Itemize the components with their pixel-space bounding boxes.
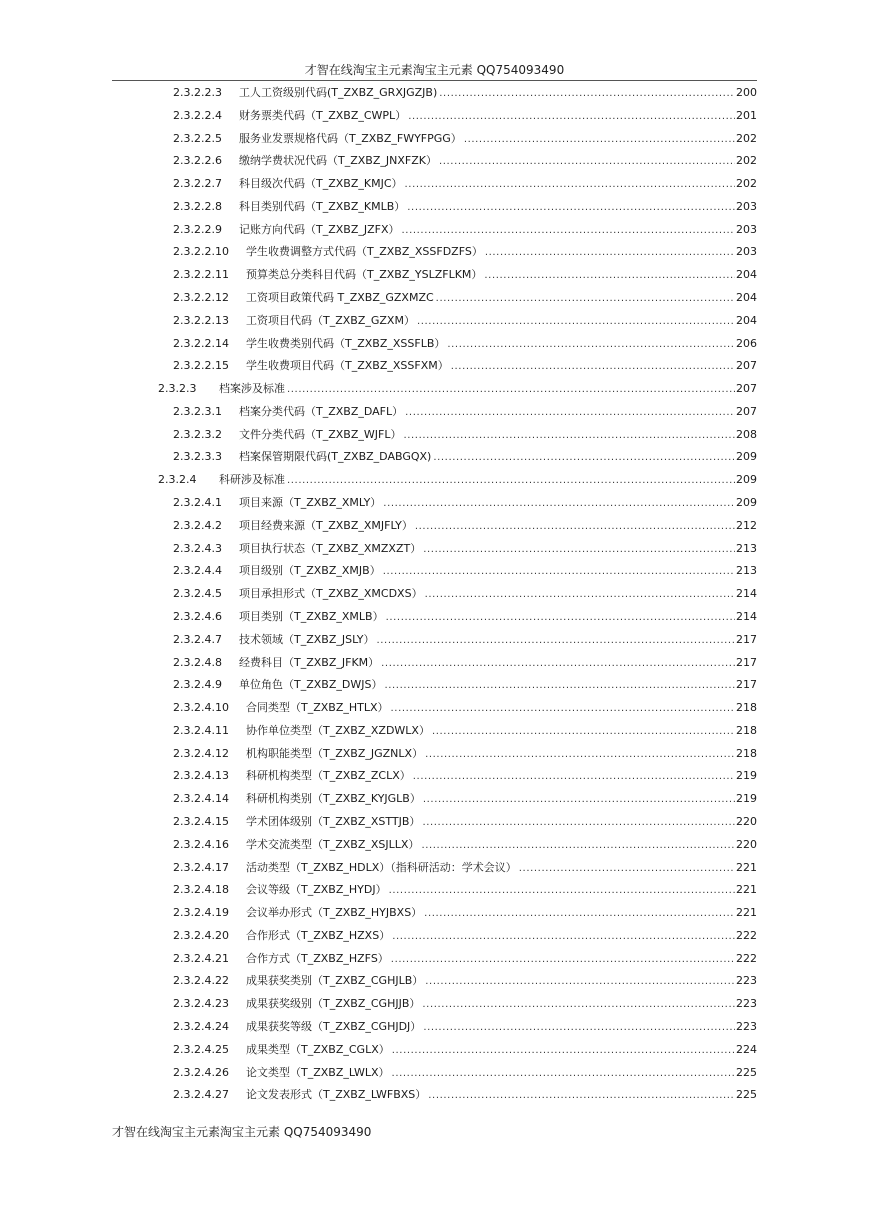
toc-entry[interactable] — [0, 653, 869, 673]
toc-entry-number: 2.3.2.4.2 — [173, 518, 222, 532]
toc-entry-number: 2.3.2.4.18 — [173, 883, 229, 897]
toc-entry-title: 科研机构类别（T_ZXBZ_KYJGLB） — [246, 792, 421, 806]
toc-entry-title: 记账方向代码（T_ZXBZ_JZFX） — [239, 222, 400, 236]
toc-entry-title: 工人工资级别代码(T_ZXBZ_GRXJGZJB) — [239, 86, 438, 99]
toc-dot-leader — [407, 198, 735, 218]
toc-entry-number: 2.3.2.3.3 — [173, 450, 222, 464]
toc-dot-leader — [405, 175, 735, 195]
toc-entry-title: 学生收费项目代码（T_ZXBZ_XSSFXM） — [246, 359, 449, 373]
toc-entry-page-number: 202 — [736, 131, 757, 145]
toc-dot-leader — [433, 448, 735, 468]
toc-entry-page-number: 201 — [736, 108, 757, 122]
toc-entry-page-number: 221 — [736, 906, 757, 920]
toc-entry-line — [246, 971, 757, 992]
toc-entry-line — [246, 949, 757, 970]
toc-entry-line — [239, 584, 757, 605]
toc-entry-title: 科研涉及标准 — [219, 473, 285, 487]
toc-entry-number: 2.3.2.4.13 — [173, 769, 229, 783]
toc-entry-line — [239, 174, 757, 195]
toc-entry[interactable] — [0, 789, 869, 809]
toc-entry[interactable] — [0, 539, 869, 559]
toc-entry-number: 2.3.2.4.23 — [173, 997, 229, 1011]
toc-entry[interactable] — [0, 630, 869, 650]
toc-entry-page-number: 203 — [736, 245, 757, 259]
toc-entry-title: 会议等级（T_ZXBZ_HYDJ） — [246, 883, 387, 897]
toc-entry-page-number: 219 — [736, 792, 757, 806]
toc-entry-title: 项目级别（T_ZXBZ_XMJB） — [239, 564, 381, 578]
toc-entry[interactable] — [0, 766, 869, 786]
toc-entry-title: 项目经费来源（T_ZXBZ_XMJFLY） — [239, 518, 413, 532]
toc-entry-title: 文件分类代码（T_ZXBZ_WJFL） — [239, 427, 402, 441]
page-footer: 才智在线淘宝主元素淘宝主元素 QQ754093490 — [112, 1125, 372, 1139]
toc-entry-title: 项目承担形式（T_ZXBZ_XMCDXS） — [239, 587, 423, 601]
toc-dot-leader — [424, 904, 735, 924]
toc-entry-number: 2.3.2.4 — [158, 473, 197, 487]
toc-entry-number: 2.3.2.4.17 — [173, 860, 229, 874]
toc-entry-line — [246, 1040, 757, 1061]
toc-dot-leader — [425, 585, 735, 605]
toc-entry-number: 2.3.2.2.9 — [173, 222, 222, 236]
toc-entry-page-number: 206 — [736, 336, 757, 350]
toc-entry-title: 成果获奖级别（T_ZXBZ_CGHJJB） — [246, 997, 421, 1011]
toc-entry-page-number: 222 — [736, 951, 757, 965]
toc-dot-leader — [389, 881, 735, 901]
toc-entry-title: 论文发表形式（T_ZXBZ_LWFBXS） — [246, 1088, 427, 1102]
toc-entry-page-number: 217 — [736, 678, 757, 692]
toc-entry-number: 2.3.2.2.3 — [173, 86, 222, 99]
toc-dot-leader — [383, 494, 735, 514]
toc-entry[interactable] — [0, 1040, 869, 1060]
toc-dot-leader — [287, 380, 735, 400]
toc-entry[interactable] — [0, 584, 869, 604]
toc-entry-line — [239, 675, 757, 696]
toc-entry-page-number: 223 — [736, 997, 757, 1011]
toc-entry[interactable] — [0, 1017, 869, 1037]
toc-entry-page-number: 213 — [736, 564, 757, 578]
toc-dot-leader — [402, 221, 735, 241]
toc-entry[interactable] — [0, 835, 869, 855]
toc-entry-line — [239, 539, 757, 560]
toc-dot-leader — [425, 745, 735, 765]
toc-entry-title: 工资项目代码（T_ZXBZ_GZXM） — [246, 313, 415, 327]
toc-entry-title: 服务业发票规格代码（T_ZXBZ_FWYFPGG） — [239, 131, 462, 145]
toc-entry-page-number: 221 — [736, 883, 757, 897]
toc-entry[interactable] — [0, 516, 869, 536]
toc-entry[interactable] — [0, 356, 869, 376]
toc-entry[interactable] — [0, 675, 869, 695]
toc-dot-leader — [422, 813, 735, 833]
toc-dot-leader — [413, 767, 735, 787]
toc-entry[interactable] — [0, 607, 869, 627]
toc-entry-number: 2.3.2.2.15 — [173, 359, 229, 373]
toc-entry-title: 论文类型（T_ZXBZ_LWLX） — [246, 1065, 390, 1079]
toc-entry-title: 合作形式（T_ZXBZ_HZXS） — [246, 928, 391, 942]
toc-entry-title: 成果获奖等级（T_ZXBZ_CGHJDJ） — [246, 1019, 422, 1033]
toc-entry-title: 项目执行状态（T_ZXBZ_XMZXZT） — [239, 541, 422, 555]
toc-entry-line — [246, 744, 757, 765]
toc-dot-leader — [384, 676, 735, 696]
toc-entry-title: 成果类型（T_ZXBZ_CGLX） — [246, 1042, 390, 1056]
toc-entry-title: 档案涉及标准 — [219, 382, 285, 396]
toc-dot-leader — [392, 1064, 735, 1084]
toc-entry-title: 科目类别代码（T_ZXBZ_KMLB） — [239, 199, 406, 213]
toc-entry[interactable] — [0, 265, 869, 285]
toc-entry[interactable] — [0, 812, 869, 832]
toc-entry-page-number: 225 — [736, 1088, 757, 1102]
toc-dot-leader — [421, 836, 735, 856]
toc-entry-number: 2.3.2.4.26 — [173, 1065, 229, 1079]
toc-entry-line — [246, 698, 757, 719]
toc-entry-page-number: 212 — [736, 518, 757, 532]
toc-entry[interactable] — [0, 129, 869, 149]
toc-entry-page-number: 223 — [736, 974, 757, 988]
page-header: 才智在线淘宝主元素淘宝主元素 QQ754093490 — [304, 63, 565, 77]
toc-entry-title: 学术交流类型（T_ZXBZ_XSJLLX） — [246, 837, 420, 851]
toc-entry-number: 2.3.2.4.27 — [173, 1088, 229, 1102]
toc-entry-page-number: 203 — [736, 222, 757, 236]
toc-entry-number: 2.3.2.4.14 — [173, 792, 229, 806]
toc-dot-leader — [391, 950, 735, 970]
toc-entry[interactable] — [0, 1085, 869, 1105]
toc-entry[interactable] — [0, 493, 869, 513]
toc-entry-page-number: 207 — [736, 359, 757, 373]
toc-entry-title: 项目来源（T_ZXBZ_XMLY） — [239, 496, 382, 510]
toc-entry-number: 2.3.2.4.21 — [173, 951, 229, 965]
toc-entry-page-number: 220 — [736, 837, 757, 851]
toc-dot-leader — [408, 107, 735, 127]
toc-entry-number: 2.3.2.4.20 — [173, 928, 229, 942]
toc-dot-leader — [439, 152, 735, 172]
toc-dot-leader — [392, 927, 735, 947]
toc-entry-page-number: 204 — [736, 313, 757, 327]
toc-entry-number: 2.3.2.2.13 — [173, 313, 229, 327]
toc-entry[interactable] — [0, 926, 869, 946]
toc-entry-line — [246, 926, 757, 947]
toc-dot-leader — [403, 426, 735, 446]
toc-dot-leader — [405, 403, 735, 423]
toc-entry-number: 2.3.2.4.25 — [173, 1042, 229, 1056]
toc-entry-line — [246, 1085, 757, 1106]
toc-entry-page-number: 214 — [736, 587, 757, 601]
toc-entry-title: 经费科目（T_ZXBZ_JFKM） — [239, 655, 380, 669]
toc-entry-number: 2.3.2.4.16 — [173, 837, 229, 851]
toc-entry-line — [239, 447, 757, 468]
toc-dot-leader — [484, 266, 735, 286]
toc-entry-line — [246, 812, 757, 833]
toc-entry-page-number: 221 — [736, 860, 757, 874]
toc-entry-page-number: 219 — [736, 769, 757, 783]
toc-entry-number: 2.3.2.2.5 — [173, 131, 222, 145]
toc-entry-page-number: 207 — [736, 382, 757, 396]
toc-entry[interactable] — [0, 402, 869, 422]
toc-entry-number: 2.3.2.3.2 — [173, 427, 222, 441]
toc-dot-leader — [415, 517, 735, 537]
toc-entry-line — [239, 653, 757, 674]
toc-entry-number: 2.3.2.4.22 — [173, 974, 229, 988]
toc-entry-title: 单位角色（T_ZXBZ_DWJS） — [239, 678, 383, 692]
toc-entry-number: 2.3.2.4.19 — [173, 906, 229, 920]
toc-entry-line — [246, 265, 757, 286]
toc-entry-line — [246, 835, 757, 856]
toc-entry-title: 技术领域（T_ZXBZ_JSLY） — [239, 632, 375, 646]
toc-dot-leader — [485, 243, 735, 263]
toc-entry-page-number: 204 — [736, 291, 757, 305]
toc-dot-leader — [392, 1041, 735, 1061]
toc-entry-line — [246, 1017, 757, 1038]
toc-entry-line — [246, 766, 757, 787]
toc-dot-leader — [439, 84, 735, 104]
toc-entry[interactable] — [0, 880, 869, 900]
toc-entry-title: 科目级次代码（T_ZXBZ_KMJC） — [239, 177, 403, 191]
toc-entry-line — [246, 288, 757, 309]
toc-entry-line — [239, 425, 757, 446]
toc-entry-title: 活动类型（T_ZXBZ_HDLX）（指科研活动：学术会议） — [246, 860, 517, 874]
toc-entry[interactable] — [0, 242, 869, 262]
toc-entry-title: 缴纳学费状况代码（T_ZXBZ_JNXFZK） — [239, 154, 437, 168]
toc-entry-page-number: 225 — [736, 1065, 757, 1079]
toc-entry-title: 财务票类代码（T_ZXBZ_CWPL） — [239, 108, 407, 122]
toc-entry-number: 2.3.2.4.9 — [173, 678, 222, 692]
toc-entry[interactable] — [0, 288, 869, 308]
toc-entry-number: 2.3.2.2.12 — [173, 291, 229, 305]
toc-entry-number: 2.3.2.4.15 — [173, 814, 229, 828]
toc-entry-line — [239, 607, 757, 628]
toc-entry-page-number: 200 — [736, 86, 757, 99]
toc-dot-leader — [464, 130, 735, 150]
toc-entry-page-number: 217 — [736, 655, 757, 669]
toc-entry-line — [246, 311, 757, 332]
toc-entry-line — [246, 858, 757, 879]
toc-entry-line — [239, 561, 757, 582]
toc-dot-leader — [422, 995, 735, 1015]
toc-entry-line — [246, 880, 757, 901]
toc-entry-line — [239, 630, 757, 651]
toc-entry-number: 2.3.2.2.6 — [173, 154, 222, 168]
toc-entry-number: 2.3.2.4.24 — [173, 1019, 229, 1033]
toc-entry-number: 2.3.2.2.7 — [173, 177, 222, 191]
toc-entry-number: 2.3.2.4.6 — [173, 609, 222, 623]
toc-entry[interactable] — [0, 379, 869, 399]
toc-entry-number: 2.3.2.2.14 — [173, 336, 229, 350]
toc-entry-page-number: 217 — [736, 632, 757, 646]
toc-entry-page-number: 214 — [736, 609, 757, 623]
toc-entry-line — [246, 721, 757, 742]
toc-entry-line — [246, 789, 757, 810]
toc-entry-title: 成果获奖类别（T_ZXBZ_CGHJLB） — [246, 974, 424, 988]
toc-dot-leader — [519, 859, 735, 879]
toc-entry[interactable] — [0, 106, 869, 126]
toc-entry-line — [239, 129, 757, 150]
toc-entry[interactable] — [0, 561, 869, 581]
toc-entry-line — [239, 106, 757, 127]
toc-entry-line — [246, 903, 757, 924]
toc-entry-title: 预算类总分类科目代码（T_ZXBZ_YSLZFLKM） — [246, 268, 483, 282]
toc-entry[interactable] — [0, 903, 869, 923]
toc-entry-page-number: 213 — [736, 541, 757, 555]
toc-entry-page-number: 209 — [736, 496, 757, 510]
toc-entry[interactable] — [0, 83, 869, 103]
toc-dot-leader — [386, 608, 735, 628]
toc-entry[interactable] — [0, 721, 869, 741]
toc-dot-leader — [451, 357, 735, 377]
toc-entry-page-number: 204 — [736, 268, 757, 282]
toc-dot-leader — [383, 562, 735, 582]
toc-entry-line — [239, 493, 757, 514]
toc-entry-page-number: 202 — [736, 177, 757, 191]
toc-entry-number: 2.3.2.4.3 — [173, 541, 222, 555]
toc-entry-page-number: 224 — [736, 1042, 757, 1056]
toc-dot-leader — [381, 654, 735, 674]
toc-dot-leader — [423, 790, 735, 810]
toc-entry-title: 协作单位类型（T_ZXBZ_XZDWLX） — [246, 723, 430, 737]
toc-entry[interactable] — [0, 1063, 869, 1083]
toc-entry[interactable] — [0, 470, 869, 490]
toc-entry[interactable] — [0, 311, 869, 331]
toc-entry-title: 科研机构类型（T_ZXBZ_ZCLX） — [246, 769, 411, 783]
toc-entry-line — [246, 334, 757, 355]
toc-entry-page-number: 220 — [736, 814, 757, 828]
toc-entry[interactable] — [0, 949, 869, 969]
toc-entry-number: 2.3.2.4.8 — [173, 655, 222, 669]
toc-entry-title: 工资项目政策代码 T_ZXBZ_GZXMZC — [246, 291, 434, 305]
toc-entry[interactable] — [0, 447, 869, 467]
toc-dot-leader — [391, 699, 735, 719]
toc-entry[interactable] — [0, 698, 869, 718]
toc-dot-leader — [432, 722, 735, 742]
toc-entry-line — [246, 356, 757, 377]
toc-entry[interactable] — [0, 220, 869, 240]
toc-dot-leader — [425, 972, 735, 992]
toc-dot-leader — [287, 471, 735, 491]
toc-entry-page-number: 203 — [736, 199, 757, 213]
toc-entry-number: 2.3.2.4.5 — [173, 587, 222, 601]
toc-entry-page-number: 209 — [736, 450, 757, 464]
toc-entry[interactable] — [0, 858, 869, 878]
toc-entry[interactable] — [0, 744, 869, 764]
toc-entry-title: 合作方式（T_ZXBZ_HZFS） — [246, 951, 389, 965]
toc-dot-leader — [428, 1086, 735, 1106]
toc-entry-line — [239, 402, 757, 423]
toc-entry-line — [246, 242, 757, 263]
toc-entry-number: 2.3.2.2.8 — [173, 199, 222, 213]
toc-entry-line — [239, 197, 757, 218]
toc-entry-title: 学生收费类别代码（T_ZXBZ_XSSFLB） — [246, 336, 446, 350]
toc-entry-title: 项目类别（T_ZXBZ_XMLB） — [239, 609, 384, 623]
toc-entry-title: 机构职能类型（T_ZXBZ_JGZNLX） — [246, 746, 424, 760]
toc-entry[interactable] — [0, 174, 869, 194]
toc-entry-line — [246, 1063, 757, 1084]
toc-entry-number: 2.3.2.2.4 — [173, 108, 222, 122]
toc-entry-line — [239, 151, 757, 172]
toc-entry[interactable] — [0, 425, 869, 445]
toc-entry-number: 2.3.2.2.10 — [173, 245, 229, 259]
toc-entry-title: 学术团体级别（T_ZXBZ_XSTTJB） — [246, 814, 421, 828]
toc-entry-number: 2.3.2.4.7 — [173, 632, 222, 646]
toc-dot-leader — [377, 631, 736, 651]
toc-entry-number: 2.3.2.3.1 — [173, 404, 222, 418]
toc-entry-line — [246, 994, 757, 1015]
toc-entry-page-number: 218 — [736, 746, 757, 760]
toc-entry-page-number: 207 — [736, 404, 757, 418]
toc-entry-title: 合同类型（T_ZXBZ_HTLX） — [246, 701, 389, 715]
toc-entry-line — [239, 220, 757, 241]
toc-entry-page-number: 218 — [736, 723, 757, 737]
toc-entry-number: 2.3.2.4.12 — [173, 746, 229, 760]
toc-entry-title: 档案分类代码（T_ZXBZ_DAFL） — [239, 404, 404, 418]
toc-entry-line — [219, 379, 757, 400]
toc-entry-number: 2.3.2.2.11 — [173, 268, 229, 282]
toc-entry[interactable] — [0, 994, 869, 1014]
toc-dot-leader — [436, 289, 735, 309]
toc-entry-number: 2.3.2.4.1 — [173, 496, 222, 510]
toc-entry-number: 2.3.2.4.11 — [173, 723, 229, 737]
toc-entry-line — [239, 83, 757, 104]
toc-entry-page-number: 209 — [736, 473, 757, 487]
toc-dot-leader — [447, 335, 735, 355]
toc-entry-number: 2.3.2.4.4 — [173, 564, 222, 578]
toc-entry-number: 2.3.2.3 — [158, 382, 197, 396]
toc-entry[interactable] — [0, 334, 869, 354]
toc-entry-page-number: 208 — [736, 427, 757, 441]
toc-dot-leader — [417, 312, 735, 332]
toc-entry-page-number: 223 — [736, 1019, 757, 1033]
toc-entry-page-number: 222 — [736, 928, 757, 942]
toc-dot-leader — [423, 540, 735, 560]
toc-entry-title: 会议举办形式（T_ZXBZ_HYJBXS） — [246, 906, 423, 920]
header-divider — [112, 80, 757, 81]
toc-entry-line — [239, 516, 757, 537]
toc-entry-title: 档案保管期限代码(T_ZXBZ_DABGQX) — [239, 450, 432, 464]
toc-entry-number: 2.3.2.4.10 — [173, 701, 229, 715]
toc-entry[interactable] — [0, 971, 869, 991]
toc-dot-leader — [423, 1018, 735, 1038]
toc-entry[interactable] — [0, 151, 869, 171]
toc-entry[interactable] — [0, 197, 869, 217]
toc-entry-page-number: 202 — [736, 154, 757, 168]
toc-entry-title: 学生收费调整方式代码（T_ZXBZ_XSSFDZFS） — [246, 245, 483, 259]
toc-entry-page-number: 218 — [736, 701, 757, 715]
toc-entry-line — [219, 470, 757, 491]
